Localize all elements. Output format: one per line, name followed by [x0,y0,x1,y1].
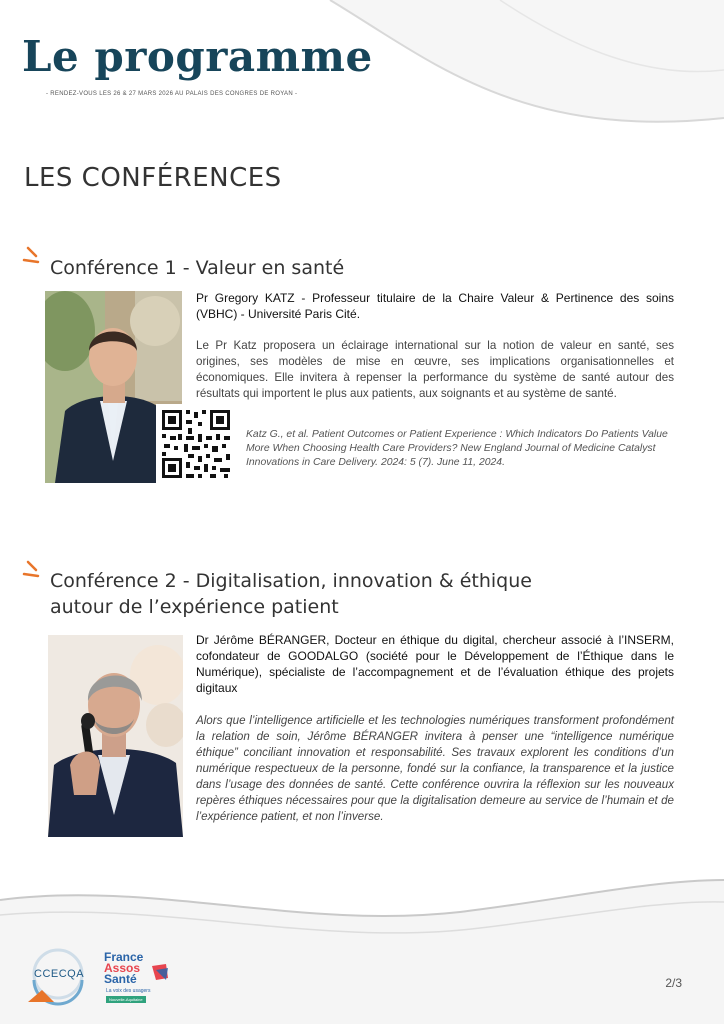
section-title: LES CONFÉRENCES [24,163,282,193]
spark-icon [22,558,48,588]
france-assos-sante-logo: France Assos Santé La voix des usagers Nouvelle-Aquitaine [104,952,174,1007]
conference-1-reference: Katz G., et al. Patient Outcomes or Patient Experience : Which Indicators Do Patients Value More When Choosing Health Care Providers? New England Journal of Medicine Catalyst Innovations in Care Delivery. 2024: 5 (7). June 11, 2024. [246,429,668,468]
spark-icon [22,244,48,274]
ccecqa-logo [24,946,94,1006]
conference-2-title-line2: autour de l’expérience patient [50,596,339,618]
page-number: 2/3 [665,976,682,990]
conference-2-title-line1: Conférence 2 - Digitalisation, innovation & éthique [50,570,532,592]
speaker-1-bio: Pr Gregory KATZ - Professeur titulaire de la Chaire Valeur & Pertinence des soins (VBHC) - Université Paris Cité. [196,291,674,321]
qr-code[interactable] [156,404,236,484]
speaker-2-photo [48,635,183,837]
speaker-2-bio: Dr Jérôme BÉRANGER, Docteur en éthique du digital, chercheur associé à l’INSERM, cofondateur de GOODALGO (société pour le Développement de l’Éthique dans le Numérique), spécialiste de l’accompagnement et de l’évaluation éthique des projets digitaux [196,633,674,695]
conference-1-title: Conférence 1 - Valeur en santé [50,257,345,279]
event-subtitle: - RENDEZ-VOUS LES 26 & 27 MARS 2026 AU PALAIS DES CONGRES DE ROYAN - [46,91,298,97]
page-title: Le programme [22,32,373,81]
conference-1-description: Le Pr Katz proposera un éclairage international sur la notion de valeur en santé, ses origines, ses modèles de mise en œuvre, ses implications organisationnelles et économiques. Elle invitera à repenser la performance du système de santé autour des résultats qui importent le plus aux patients, aux soignants et au système de santé. [196,339,674,400]
conference-2-description: Alors que l’intelligence artificielle et les technologies numériques transforment profondément la relation de soin, Jérôme BÉRANGER invitera à penser une “intelligence numérique éthique” conciliant innovation et responsabilité. Ses travaux explorent les conditions d’un numérique respectueux de la personne, fondé sur la confiance, la transparence et la justice dans l’usage des données de santé. Cette conférence ouvrira la réflexion sur les nouveaux repères éthiques nécessaires pour que la digitalisation demeure au service de l’humain et de l’expérience patient, et non l’inverse. [196,714,674,823]
ccecqa-logo-text: CCECQA [34,968,85,980]
